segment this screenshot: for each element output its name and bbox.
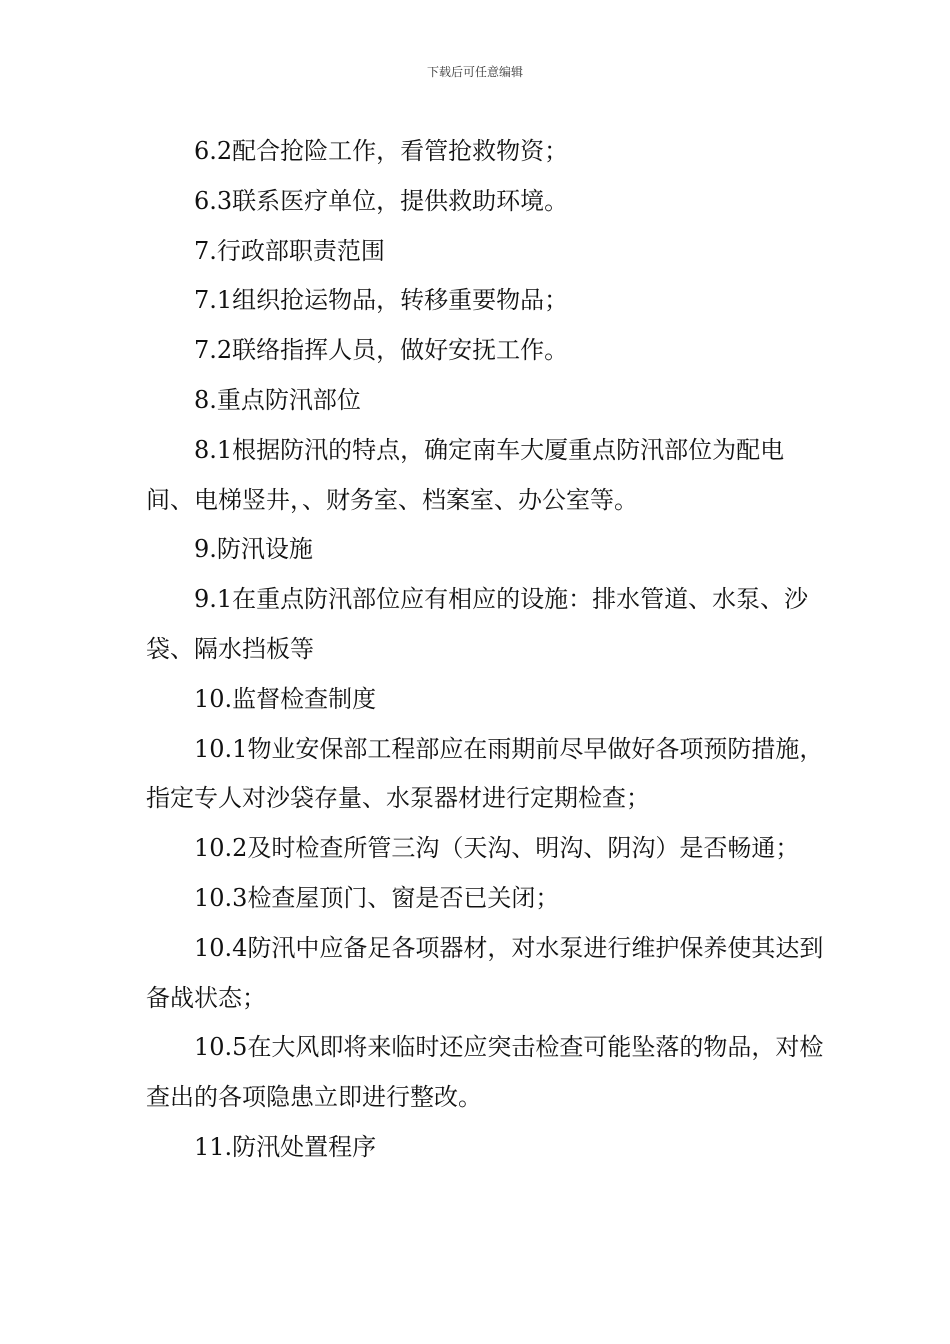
paragraph: 7.2联络指挥人员，做好安抚工作。 (194, 336, 569, 365)
section-heading: 8.重点防汛部位 (194, 385, 361, 414)
section-heading: 10.监督检查制度 (194, 684, 377, 713)
section-heading: 11.防汛处置程序 (194, 1132, 377, 1161)
paragraph: 10.2及时检查所管三沟（天沟、明沟、阴沟）是否畅通； (194, 834, 800, 863)
page-header-note: 下载后可任意编辑 (426, 65, 523, 79)
paragraph: 6.3联系医疗单位，提供救助环境。 (194, 186, 569, 215)
paragraph: 9.1在重点防汛部位应有相应的设施：排水管道、水泵、沙袋、隔水挡板等 (146, 585, 809, 663)
paragraph: 7.1组织抢运物品，转移重要物品； (194, 286, 569, 315)
paragraph: 6.2配合抢险工作，看管抢救物资； (194, 137, 569, 165)
paragraph: 8.1根据防汛的特点，确定南车大厦重点防汛部位为配电间、电梯竖井，、财务室、档案室、办公室等。 (146, 435, 785, 514)
document-body (146, 127, 826, 1173)
section-heading: 7.行政部职责范围 (194, 236, 385, 265)
paragraph: 10.1物业安保部工程部应在雨期前尽早做好各项预防措施，指定专人对沙袋存量、水泵器材进行定期检查； (146, 734, 824, 813)
paragraph: 10.3检查屋顶门、窗是否已关闭； (194, 883, 560, 912)
paragraph: 10.5在大风即将来临时还应突击检查可能坠落的物品，对检查出的各项隐患立即进行整改。 (146, 1033, 824, 1112)
paragraph: 10.4防汛中应备足各项器材，对水泵进行维护保养使其达到备战状态； (146, 933, 824, 1012)
section-heading: 9.防汛设施 (194, 535, 313, 564)
